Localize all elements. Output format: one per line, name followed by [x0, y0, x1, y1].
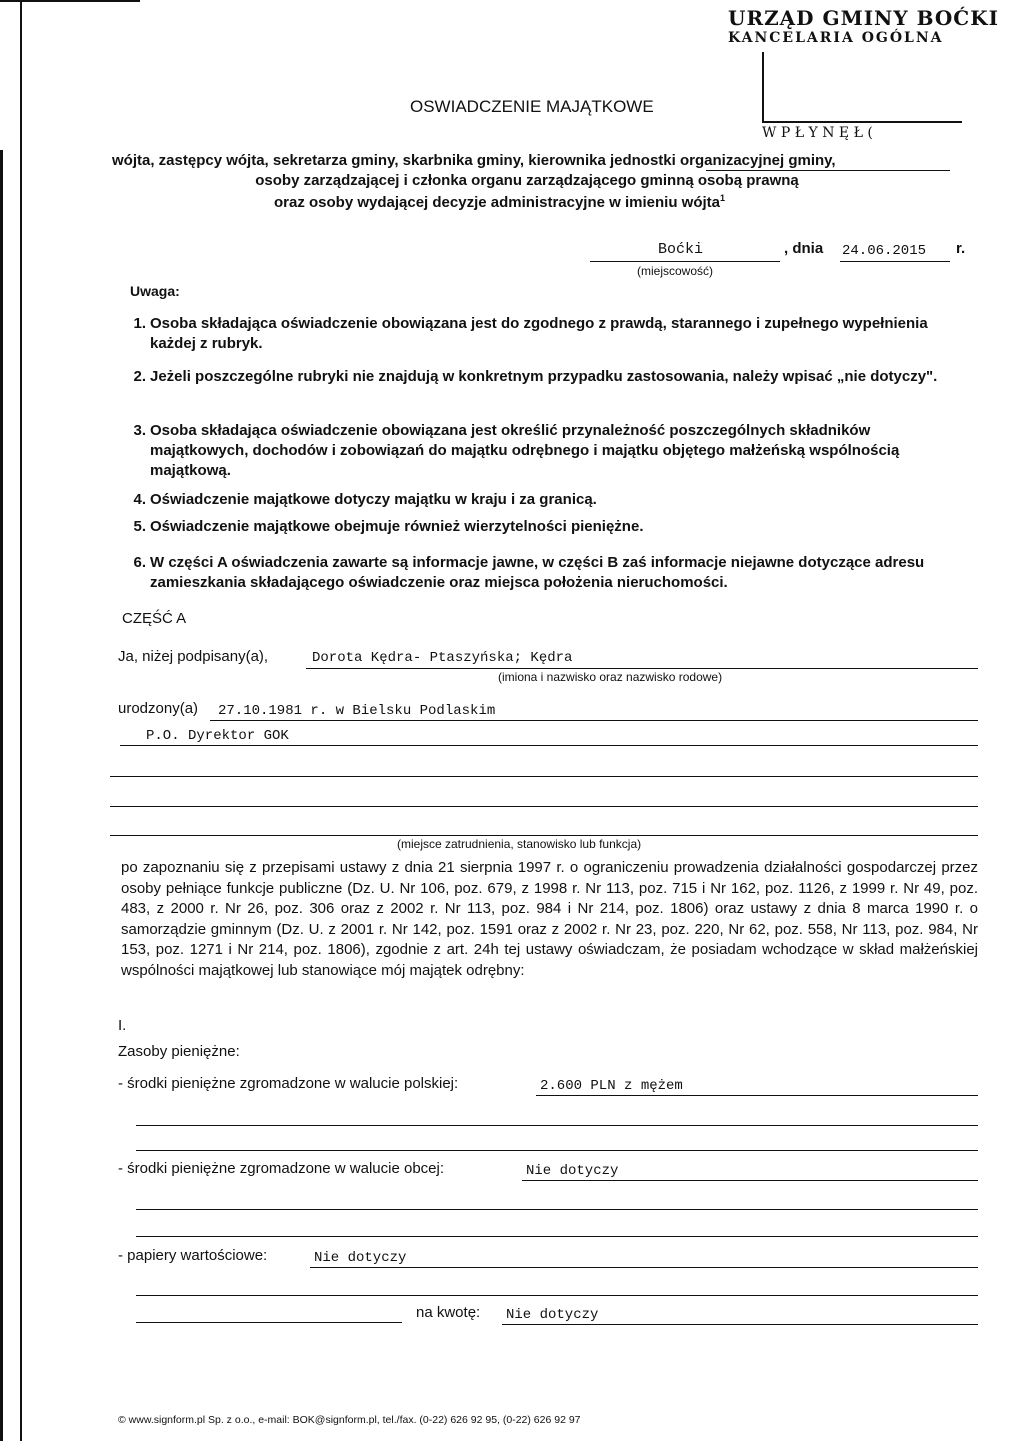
stamp-frame-bottom: [762, 121, 962, 123]
dnia-label: , dnia: [784, 240, 824, 257]
uwaga-item-num: 1.: [133, 315, 146, 332]
scan-border-left: [20, 0, 22, 1441]
subtitle-line-3-text: oraz osoby wydającej decyzje administracyjne w imieniu wójta: [274, 194, 720, 211]
pln-line-3: [136, 1150, 978, 1151]
signed-label: Ja, niżej podpisany(a),: [118, 648, 269, 665]
place-value: Boćki: [658, 241, 704, 258]
papers-label: - papiery wartościowe:: [118, 1247, 268, 1264]
uwaga-item-text: W części A oświadczenia zawarte są informacje jawne, w części B zaś informacje niejawne dotyczące adresu zamieszkania składającego oświadczenie oraz miejsca położenia nieruchomości.: [150, 554, 925, 591]
uwaga-item-4: [133, 490, 950, 510]
footnote-marker: 1: [720, 193, 726, 203]
born-label: urodzony(a): [118, 700, 199, 717]
amount-label: na kwotę:: [416, 1304, 481, 1321]
uwaga-item-text: Oświadczenie majątkowe obejmuje również wierzytelności pieniężne.: [150, 518, 644, 535]
uwaga-item-num: 5.: [133, 518, 146, 535]
section-1-number: I.: [118, 1017, 127, 1034]
footer-credit: © www.signform.pl Sp. z o.o., e-mail: BOK@signform.pl, tel./fax. (0-22) 626 92 95, (0-22) 626 92 97: [118, 1414, 581, 1426]
job-line-2: [110, 776, 978, 777]
foreign-value: Nie dotyczy: [526, 1163, 619, 1179]
section-1-title: Zasoby pieniężne:: [118, 1043, 240, 1060]
document-title: OSWIADCZENIE MAJĄTKOWE: [410, 97, 654, 116]
job-line-4: [110, 835, 978, 836]
uwaga-label: Uwaga:: [130, 283, 180, 299]
foreign-line-2: [136, 1209, 978, 1210]
job-line-1: [120, 745, 978, 746]
r-label: r.: [956, 240, 966, 257]
job-value: P.O. Dyrektor GOK: [146, 728, 289, 744]
pln-value: 2.600 PLN z mężem: [540, 1078, 683, 1094]
part-a-heading: CZĘŚĆ A: [122, 610, 187, 627]
amount-line: [502, 1324, 978, 1325]
pln-line-2: [136, 1125, 978, 1126]
uwaga-item-num: 2.: [133, 368, 146, 385]
uwaga-item-num: 6.: [133, 554, 146, 571]
pln-line: [536, 1095, 978, 1096]
name-value: Dorota Kędra- Ptaszyńska; Kędra: [312, 650, 573, 666]
papers-line: [310, 1267, 978, 1268]
papers-value: Nie dotyczy: [314, 1250, 407, 1266]
date-value: 24.06.2015: [842, 243, 927, 259]
subtitle-line-3: [274, 193, 725, 211]
subtitle-underline: [706, 170, 950, 171]
born-value: 27.10.1981 r. w Bielsku Podlaskim: [218, 703, 496, 719]
uwaga-item-text: Osoba składająca oświadczenie obowiązana jest do zgodnego z prawdą, starannego i zupełnego wypełnienia każdej z rubryk.: [150, 315, 928, 352]
uwaga-item-num: 3.: [133, 422, 146, 439]
place-line: [590, 261, 780, 262]
foreign-line: [522, 1180, 978, 1181]
uwaga-item-3: [133, 421, 950, 481]
uwaga-item-num: 4.: [133, 491, 146, 508]
uwaga-item-text: Osoba składająca oświadczenie obowiązana jest określić przynależność poszczególnych składników majątkowych, dochodów i zobowiązań do majątku odrębnego i majątku objętego małżeńską wspólnością majątkową.: [150, 422, 900, 479]
stamp-frame-left: [762, 52, 764, 122]
scan-edge-mark: [0, 150, 3, 1441]
legal-text: po zapoznaniu się z przepisami ustawy z dnia 21 sierpnia 1997 r. o ograniczeniu prowadzenia działalności gospodarczej przez osoby pełniące funkcje publiczne (Dz. U. Nr 106, poz. 679, z 1998 r. Nr 113, poz. 715 i Nr 162, poz. 1126, z 1999 r. Nr 49, poz. 483, z 2000 r. Nr 26, poz. 306 oraz z 2002 r. Nr 113, poz. 984 i Nr 214, poz. 1806) oraz ustawy z dnia 8 marca 1990 r. o samorządzie gminnym (Dz. U. z 2001 r. Nr 142, poz. 1591 oraz z 2002 r. Nr 23, poz. 220, Nr 62, poz. 558, Nr 113, poz. 984, Nr 153, poz. 1271 i Nr 214, poz. 1806), zgodnie z art. 24h tej ustawy oświadczam, że posiadam wchodzące w skład małżeńskiej wspólności majątkowej lub stanowiące mój majątek odrębny:: [121, 859, 978, 979]
stamp-office: URZĄD GMINY BOĆKI: [728, 6, 999, 30]
name-line: [306, 668, 978, 669]
job-caption: (miejsce zatrudnienia, stanowisko lub funkcja): [397, 837, 642, 851]
uwaga-item-text: Jeżeli poszczególne rubryki nie znajdują w konkretnym przypadku zastosowania, należy wpisać „nie dotyczy".: [150, 368, 938, 385]
amount-value: Nie dotyczy: [506, 1307, 599, 1323]
uwaga-item-5: [133, 517, 950, 537]
pln-label: - środki pieniężne zgromadzone w walucie polskiej:: [118, 1075, 459, 1092]
stamp-department: KANCELARIA OGÓLNA: [728, 30, 944, 46]
subtitle-line-2: osoby zarządzającej i członka organu zarządzającego gminną osobą prawną: [255, 172, 799, 189]
date-line: [840, 261, 950, 262]
born-line: [210, 720, 978, 721]
stamp-received: W P Ł Y N Ę Ł (: [762, 125, 873, 141]
subtitle-line-1: wójta, zastępcy wójta, sekretarza gminy, skarbnika gminy, kierownika jednostki organizacyjnej gminy,: [112, 152, 836, 169]
uwaga-item-text: Oświadczenie majątkowe dotyczy majątku w kraju i za granicą.: [150, 491, 597, 508]
papers-line-2: [136, 1295, 978, 1296]
uwaga-item-1: [133, 314, 950, 354]
uwaga-item-6: [133, 553, 960, 593]
foreign-line-3: [136, 1236, 978, 1237]
uwaga-item-2: [133, 367, 960, 387]
name-caption: (imiona i nazwisko oraz nazwisko rodowe): [498, 670, 723, 684]
amount-left-line: [136, 1322, 402, 1323]
foreign-label: - środki pieniężne zgromadzone w walucie obcej:: [118, 1160, 445, 1177]
place-caption: (miejscowość): [637, 264, 714, 278]
job-line-3: [110, 806, 978, 807]
